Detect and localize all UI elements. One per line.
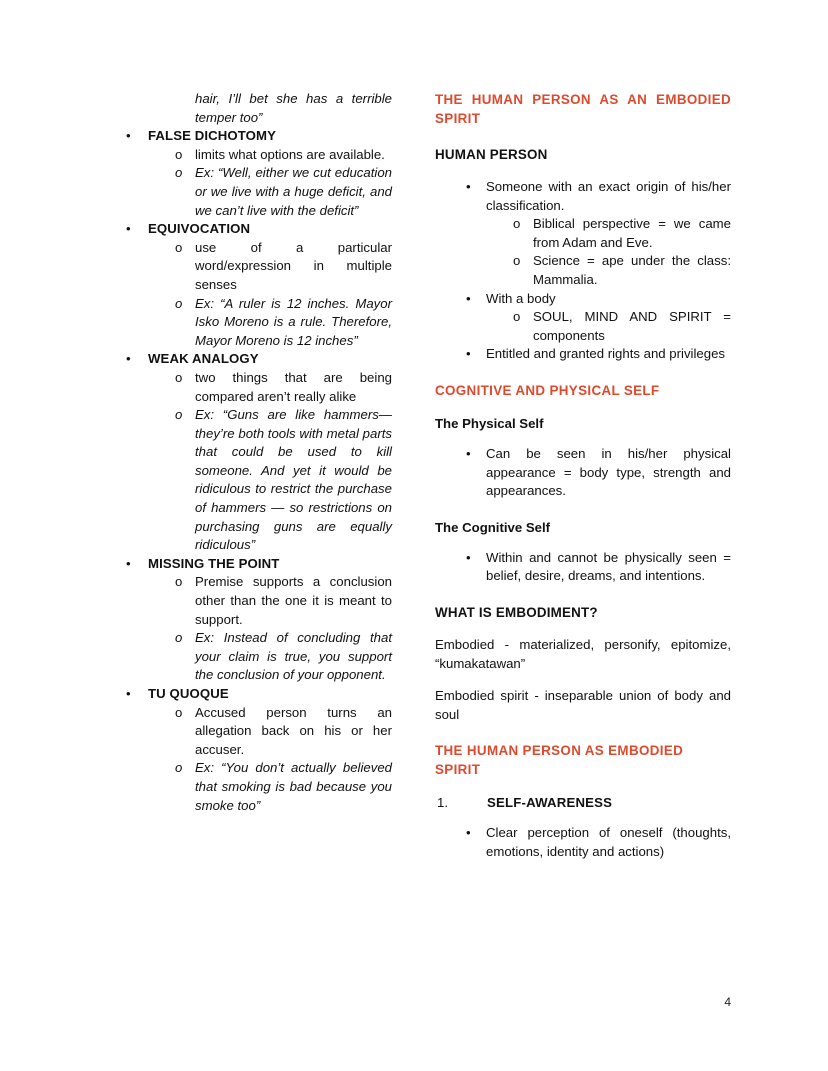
sub-bullet-marker: o <box>175 239 183 255</box>
section-heading-human-person-embodied-spirit: THE HUMAN PERSON AS AN EMBODIED SPIRIT <box>435 92 731 126</box>
example-text: Ex: “Guns are like hammers—they’re both tools with metal parts that could be used to kill someone. And yet it would be ridiculous to restrict the purchase of hammers — so restrictions on purchasing guns are equally ridiculous” <box>195 407 392 553</box>
list-item <box>435 178 731 215</box>
list-item <box>118 146 392 165</box>
bullet-marker: • <box>126 351 131 367</box>
bullet-marker: • <box>466 179 471 194</box>
list-item <box>435 215 731 252</box>
sub-bullet-marker: o <box>175 704 183 720</box>
sub-bullet-marker: o <box>175 760 183 776</box>
list-item <box>118 350 392 369</box>
bullet-marker: • <box>466 346 471 362</box>
fallacy-label: MISSING THE POINT <box>148 555 280 571</box>
list-item <box>118 629 392 685</box>
sub-bullet-text: Science = ape under the class: Mammalia. <box>533 253 731 287</box>
definition-text: limits what options are available. <box>195 146 385 162</box>
definition-text: Premise supports a conclusion other than the one it is meant to support. <box>195 574 392 627</box>
bullet-text: Clear perception of oneself (thoughts, emotions, identity and actions) <box>486 825 731 859</box>
example-text: Ex: “Well, either we cut education or we live with a huge deficit, and we can’t live with the deficit” <box>195 165 392 218</box>
list-item <box>435 549 731 586</box>
bullet-marker: • <box>466 445 471 461</box>
list-item <box>118 295 392 351</box>
bullet-text: Entitled and granted rights and privileges <box>486 346 725 362</box>
page-number: 4 <box>724 995 731 1009</box>
list-item <box>435 445 731 501</box>
list-item <box>118 220 392 239</box>
subsection-heading-human-person: HUMAN PERSON <box>435 147 548 162</box>
list-item <box>118 555 392 574</box>
bullet-marker: • <box>126 555 131 571</box>
list-item <box>118 127 392 146</box>
list-item <box>118 369 392 406</box>
sub-bullet-marker: o <box>513 216 521 232</box>
embodiment-definition-paragraph: Embodied - materialized, personify, epitomize, “kumakatawan” <box>435 636 731 671</box>
bullet-marker: • <box>126 128 131 144</box>
definition-text: use of a particular word/expression in multiple senses <box>195 239 392 292</box>
sub-bullet-text: Biblical perspective = we came from Adam and Eve. <box>533 216 731 250</box>
bullet-text: With a body <box>486 290 556 306</box>
numbered-list-item <box>435 793 731 812</box>
sub-bullet-marker: o <box>513 253 521 269</box>
fallacy-label: EQUIVOCATION <box>148 221 251 237</box>
list-item <box>435 345 731 364</box>
list-item <box>118 685 392 704</box>
bullet-marker: • <box>466 825 471 841</box>
bullet-marker: • <box>126 686 131 701</box>
sub-bullet-text: SOUL, MIND AND SPIRIT = components <box>533 309 731 343</box>
list-item <box>118 759 392 815</box>
sub-bullet-marker: o <box>175 165 183 181</box>
bullet-marker: • <box>466 549 471 565</box>
list-item <box>118 406 392 555</box>
example-text: Ex: Instead of concluding that your claim is true, you support the conclusion of your opponent. <box>195 630 392 683</box>
list-item <box>118 164 392 220</box>
bullet-text: Someone with an exact origin of his/her classification. <box>486 179 731 213</box>
numbered-item-label: SELF-AWARENESS <box>487 795 613 811</box>
sub-bullet-marker: o <box>175 369 183 385</box>
bullet-marker: • <box>126 221 131 237</box>
bullet-text: Within and cannot be physically seen = belief, desire, dreams, and intentions. <box>486 549 731 584</box>
bullet-marker: • <box>466 290 471 306</box>
fallacy-label: FALSE DICHOTOMY <box>148 128 277 144</box>
fallacy-label: WEAK ANALOGY <box>148 351 259 367</box>
list-item <box>435 824 731 861</box>
list-item <box>118 573 392 629</box>
continuation-paragraph: hair, I’ll bet she has a terrible temper too” <box>195 91 392 125</box>
section-heading-cognitive-and-physical-self: COGNITIVE AND PHYSICAL SELF <box>435 382 660 398</box>
section-heading-human-person-as-embodied-spirit: THE HUMAN PERSON AS EMBODIED SPIRIT <box>435 743 684 778</box>
right-column <box>435 90 731 861</box>
embodied-spirit-definition-paragraph: Embodied spirit - inseparable union of body and soul <box>435 688 731 722</box>
sub-bullet-marker: o <box>175 407 183 423</box>
list-item <box>435 290 731 309</box>
sub-bullet-marker: o <box>175 630 183 646</box>
sub-bullet-marker: o <box>175 146 183 162</box>
example-text: Ex: “You don’t actually believed that smoking is bad because you smoke too” <box>195 760 392 813</box>
list-item <box>118 704 392 760</box>
list-item <box>435 308 731 345</box>
subsection-heading-cognitive-self: The Cognitive Self <box>435 519 551 535</box>
bullet-text: Can be seen in his/her physical appearance = body type, strength and appearances. <box>486 445 731 499</box>
example-text: Ex: “A ruler is 12 inches. Mayor Isko Moreno is a rule. Therefore, Mayor Moreno is 12 inches” <box>195 295 392 348</box>
number-marker: 1. <box>437 795 448 811</box>
subsection-heading-what-is-embodiment: WHAT IS EMBODIMENT? <box>435 604 598 620</box>
list-item <box>435 252 731 289</box>
left-column <box>118 90 392 815</box>
sub-bullet-marker: o <box>175 574 183 590</box>
fallacy-label: TU QUOQUE <box>148 686 229 701</box>
subsection-heading-physical-self: The Physical Self <box>435 415 544 431</box>
list-item <box>118 239 392 295</box>
definition-text: Accused person turns an allegation back on his or her accuser. <box>195 704 392 757</box>
sub-bullet-marker: o <box>175 295 183 311</box>
definition-text: two things that are being compared aren’t really alike <box>195 369 392 404</box>
sub-bullet-marker: o <box>513 309 521 325</box>
